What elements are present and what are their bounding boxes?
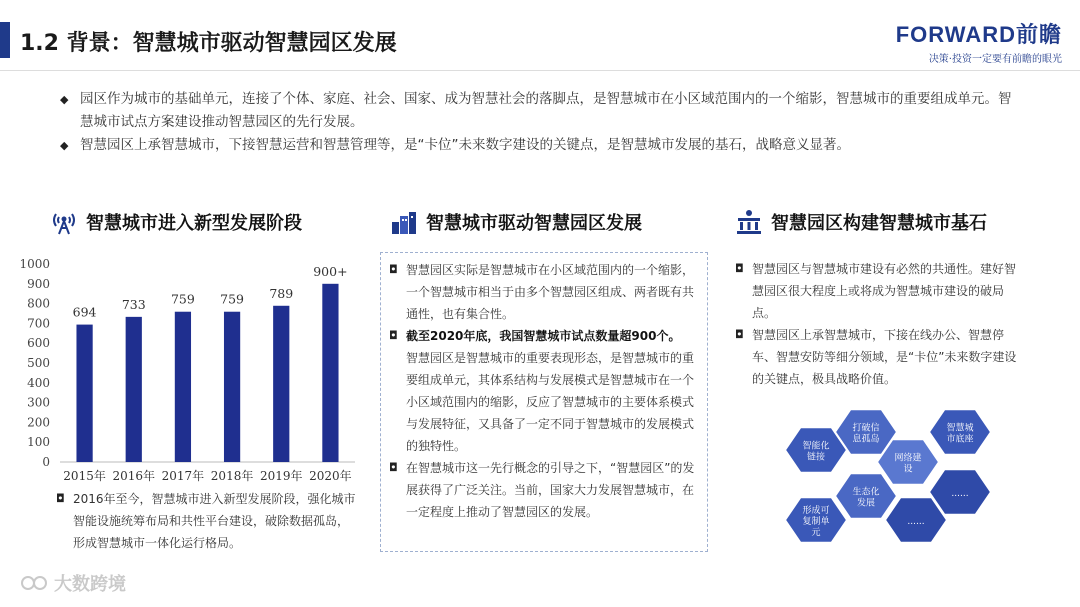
y-tick-label: 700 <box>27 316 50 331</box>
logo-tagline: 决策·投资一定要有前瞻的眼光 <box>928 54 1062 65</box>
left-note <box>56 488 356 554</box>
right-note-text: 智慧园区与智慧城市建设有必然的共通性。建好智慧园区很大程度上或将成为智慧城市建设的破局点。 <box>752 262 1017 320</box>
bar <box>175 312 191 462</box>
y-tick-label: 900 <box>27 276 50 291</box>
footer-brand-text: 大数跨境 <box>54 574 126 595</box>
x-tick-label: 2020年 <box>309 469 352 483</box>
hexagon-label: 打破信 <box>852 423 880 434</box>
hexagon-label: 息孤岛 <box>852 434 880 445</box>
right-notes <box>735 258 1025 390</box>
middle-notes-box <box>380 252 708 552</box>
pilot-city-bar-chart <box>18 256 363 488</box>
middle-note-row <box>389 325 699 347</box>
hexagon-label: 发展 <box>856 498 876 509</box>
intro-bullet <box>60 88 1020 134</box>
bar-data-label: 900+ <box>313 263 348 279</box>
square-bullet-icon: ◘ <box>735 262 744 275</box>
y-tick-label: 400 <box>27 375 50 390</box>
middle-note-text: 智慧园区实际是智慧城市在小区域范围内的一个缩影，一个智慧城市相当于由多个智慧园区组成、两者既有共通性，也有集合性。 <box>406 263 695 321</box>
bar <box>76 325 92 462</box>
intro-bullet <box>60 134 1020 157</box>
intro-text: 园区作为城市的基础单元，连接了个体、家庭、社会、国家、成为智慧社会的落脚点，是智慧城市在小区域范围内的一个缩影，智慧城市的重要组成单元。智慧城市试点方案建设推动智慧园区的先行发展。 <box>80 91 1012 130</box>
bar-data-label: 694 <box>72 304 97 320</box>
y-tick-label: 800 <box>27 296 50 311</box>
bar-data-label: 759 <box>220 291 245 307</box>
city-buildings-icon <box>390 208 418 236</box>
hexagon-label: 复制单 <box>802 517 830 527</box>
middle-note-text: 智慧园区是智慧城市的重要表现形态，是智慧城市的重要组成单元，其体系结构与发展模式是智慧城市在一个小区域范围内的缩影，反应了智慧城市的主要体系模式与发展特征，又具备了一定不同于智慧城市的发展模式的独特性。 <box>406 351 695 453</box>
header-divider <box>0 70 1080 71</box>
middle-notes <box>389 259 699 523</box>
left-note-row <box>56 488 356 554</box>
middle-note-highlight: 截至2020年底，我国智慧城市试点数量超900个。 <box>406 329 681 343</box>
middle-note-row <box>389 259 699 325</box>
hexagon-label: ...... <box>951 489 969 499</box>
hexagon-label: 生态化 <box>852 487 880 498</box>
y-tick-label: 1000 <box>19 257 50 271</box>
bar <box>224 312 240 462</box>
footer-logo-icon <box>20 573 50 593</box>
right-note-row <box>735 324 1025 390</box>
right-note-row <box>735 258 1025 324</box>
x-tick-label: 2015年 <box>63 469 106 483</box>
logo-mark: FORWARD前瞻 <box>895 22 1062 47</box>
y-tick-label: 500 <box>27 356 50 370</box>
middle-note-row <box>389 347 699 457</box>
x-tick-label: 2017年 <box>161 469 205 483</box>
middle-column-title <box>390 208 642 236</box>
bar <box>322 284 338 462</box>
left-note-text: 2016年至今，智慧城市进入新型发展阶段，强化城市智能设施统筹布局和共性平台建设，破除数据孤岛，形成智慧城市一体化运行格局。 <box>73 492 356 550</box>
bar <box>273 306 289 462</box>
right-note-text: 智慧园区上承智慧城市，下接在线办公、智慧停车、智慧安防等细分领域，是“卡位”未来数字建设的关键点，极具战略价值。 <box>752 328 1017 386</box>
square-bullet-icon: ◘ <box>389 461 398 474</box>
intro-section <box>60 88 1020 157</box>
y-tick-label: 300 <box>27 395 50 410</box>
square-bullet-icon: ◘ <box>56 492 65 505</box>
square-bullet-icon: ◘ <box>389 263 398 276</box>
hexagon-label: 网络建 <box>894 453 922 464</box>
hexagon-label: 智慧城 <box>946 423 974 434</box>
square-bullet-icon: ◘ <box>735 328 744 341</box>
middle-note-text: 在智慧城市这一先行概念的引导之下，“智慧园区”的发展获得了广泛关注。当前，国家大力发展智慧城市，在一定程度上推动了智慧园区的发展。 <box>406 461 695 519</box>
x-tick-label: 2019年 <box>259 469 303 483</box>
y-tick-label: 600 <box>27 336 50 351</box>
hexagon-label: 市底座 <box>946 434 974 445</box>
hexagon-label: 链接 <box>806 452 826 463</box>
page-title: 1.2 背景：智慧城市驱动智慧园区发展 <box>20 31 397 56</box>
hexagon-label: 设 <box>903 464 913 475</box>
middle-column-title-text: 智慧城市驱动智慧园区发展 <box>426 213 642 234</box>
network-people-icon <box>735 208 763 236</box>
square-bullet-icon: ◘ <box>389 329 398 342</box>
signal-tower-icon <box>50 208 78 236</box>
y-tick-label: 200 <box>27 415 50 430</box>
bar-data-label: 789 <box>269 285 294 301</box>
bar-data-label: 759 <box>170 291 195 307</box>
middle-note-row <box>389 457 699 523</box>
left-column-title <box>50 208 302 236</box>
diamond-bullet-icon: ◆ <box>60 93 69 106</box>
right-column-title <box>735 208 987 236</box>
intro-text: 智慧园区上承智慧城市，下接智慧运营和智慧管理等，是“卡位”未来数字建设的关键点，是智慧城市发展的基石，战略意义显著。 <box>80 137 850 153</box>
diamond-bullet-icon: ◆ <box>60 139 69 152</box>
y-tick-label: 100 <box>27 435 50 450</box>
bar-chart-svg <box>18 256 363 488</box>
left-column-title-text: 智慧城市进入新型发展阶段 <box>86 213 302 234</box>
brand-logo <box>896 18 1062 65</box>
bar-data-label: 733 <box>121 296 146 312</box>
header-accent-bar <box>0 22 10 58</box>
y-tick-label: 0 <box>42 455 50 469</box>
footer-brand <box>20 570 126 596</box>
hexagon-label: 元 <box>811 528 821 538</box>
right-column-title-text: 智慧园区构建智慧城市基石 <box>771 213 987 234</box>
bar <box>126 317 142 462</box>
x-tick-label: 2016年 <box>112 469 156 483</box>
x-tick-label: 2018年 <box>210 469 254 483</box>
hexagon-label: ...... <box>907 517 925 527</box>
hexagon-label: 智能化 <box>802 441 830 452</box>
hexagon-label: 形成可 <box>802 506 830 516</box>
hexagon-cluster <box>782 410 1012 550</box>
